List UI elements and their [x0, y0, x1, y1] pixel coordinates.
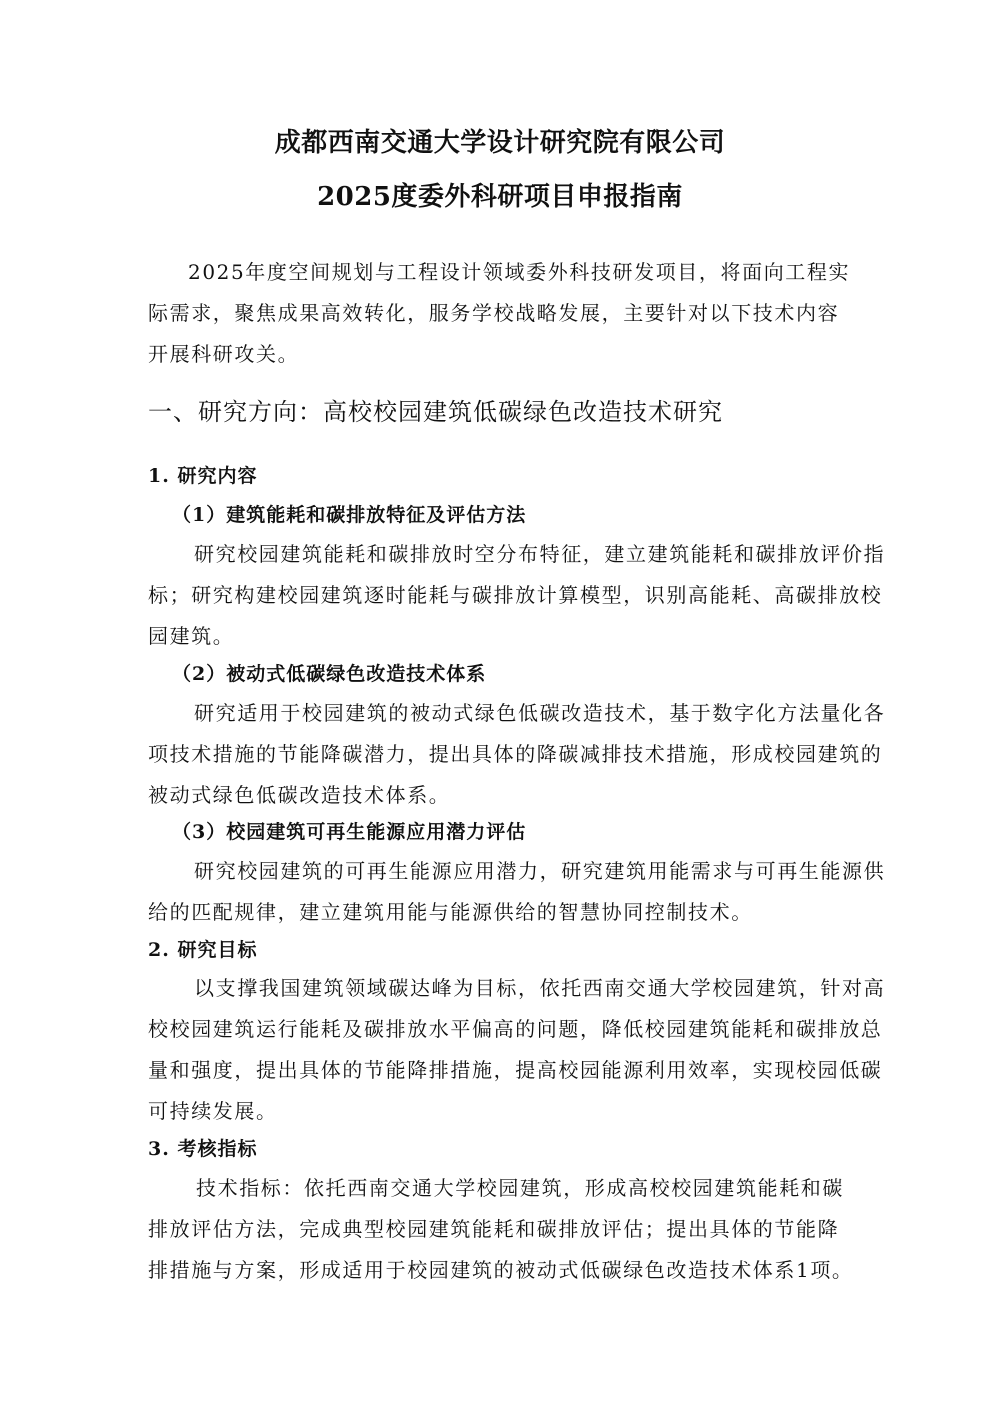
kpi-line: 排放评估方法，完成典型校园建筑能耗和碳排放评估；提出具体的节能降	[148, 1217, 840, 1241]
item-line: 研究适用于校园建筑的被动式绿色低碳改造技术，基于数字化方法量化各	[194, 701, 886, 725]
item-line: 研究校园建筑的可再生能源应用潜力，研究建筑用能需求与可再生能源供	[194, 859, 886, 883]
section-heading: 一、研究方向：高校校园建筑低碳绿色改造技术研究	[148, 398, 723, 426]
intro-line: 际需求，聚焦成果高效转化，服务学校战略发展，主要针对以下技术内容	[148, 301, 840, 325]
item-line: 标；研究构建校园建筑逐时能耗与碳排放计算模型，识别高能耗、高碳排放校	[148, 583, 883, 607]
item-line: 研究校园建筑能耗和碳排放时空分布特征，建立建筑能耗和碳排放评价指	[194, 542, 886, 566]
kpi-line: 技术指标：依托西南交通大学校园建筑，形成高校校园建筑能耗和碳	[196, 1176, 844, 1200]
document-title-line2: 2025度委外科研项目申报指南	[317, 182, 683, 212]
item-line: 被动式绿色低碳改造技术体系。	[148, 783, 451, 807]
intro-line: 开展科研攻关。	[148, 342, 300, 366]
item-line: 园建筑。	[148, 624, 235, 648]
subsection-heading-content: 1. 研究内容	[148, 465, 258, 487]
goal-line: 可持续发展。	[148, 1099, 278, 1123]
subsection-heading-kpi: 3. 考核指标	[148, 1138, 258, 1160]
item-title: （1）建筑能耗和碳排放特征及评估方法	[172, 504, 527, 526]
item-line: 项技术措施的节能降碳潜力，提出具体的降碳减排技术措施，形成校园建筑的	[148, 742, 883, 766]
item-title: （2）被动式低碳绿色改造技术体系	[172, 663, 487, 685]
intro-line: 2025年度空间规划与工程设计领域委外科技研发项目，将面向工程实	[188, 260, 851, 284]
kpi-line: 排措施与方案，形成适用于校园建筑的被动式低碳绿色改造技术体系1项。	[148, 1258, 854, 1282]
document-title-line1: 成都西南交通大学设计研究院有限公司	[274, 128, 726, 158]
item-line: 给的匹配规律，建立建筑用能与能源供给的智慧协同控制技术。	[148, 900, 753, 924]
goal-line: 以支撑我国建筑领域碳达峰为目标，依托西南交通大学校园建筑，针对高	[194, 976, 886, 1000]
goal-line: 量和强度，提出具体的节能降排措施，提高校园能源利用效率，实现校园低碳	[148, 1058, 883, 1082]
goal-line: 校校园建筑运行能耗及碳排放水平偏高的问题，降低校园建筑能耗和碳排放总	[148, 1017, 883, 1041]
subsection-heading-goal: 2. 研究目标	[148, 939, 258, 961]
item-title: （3）校园建筑可再生能源应用潜力评估	[172, 821, 527, 843]
